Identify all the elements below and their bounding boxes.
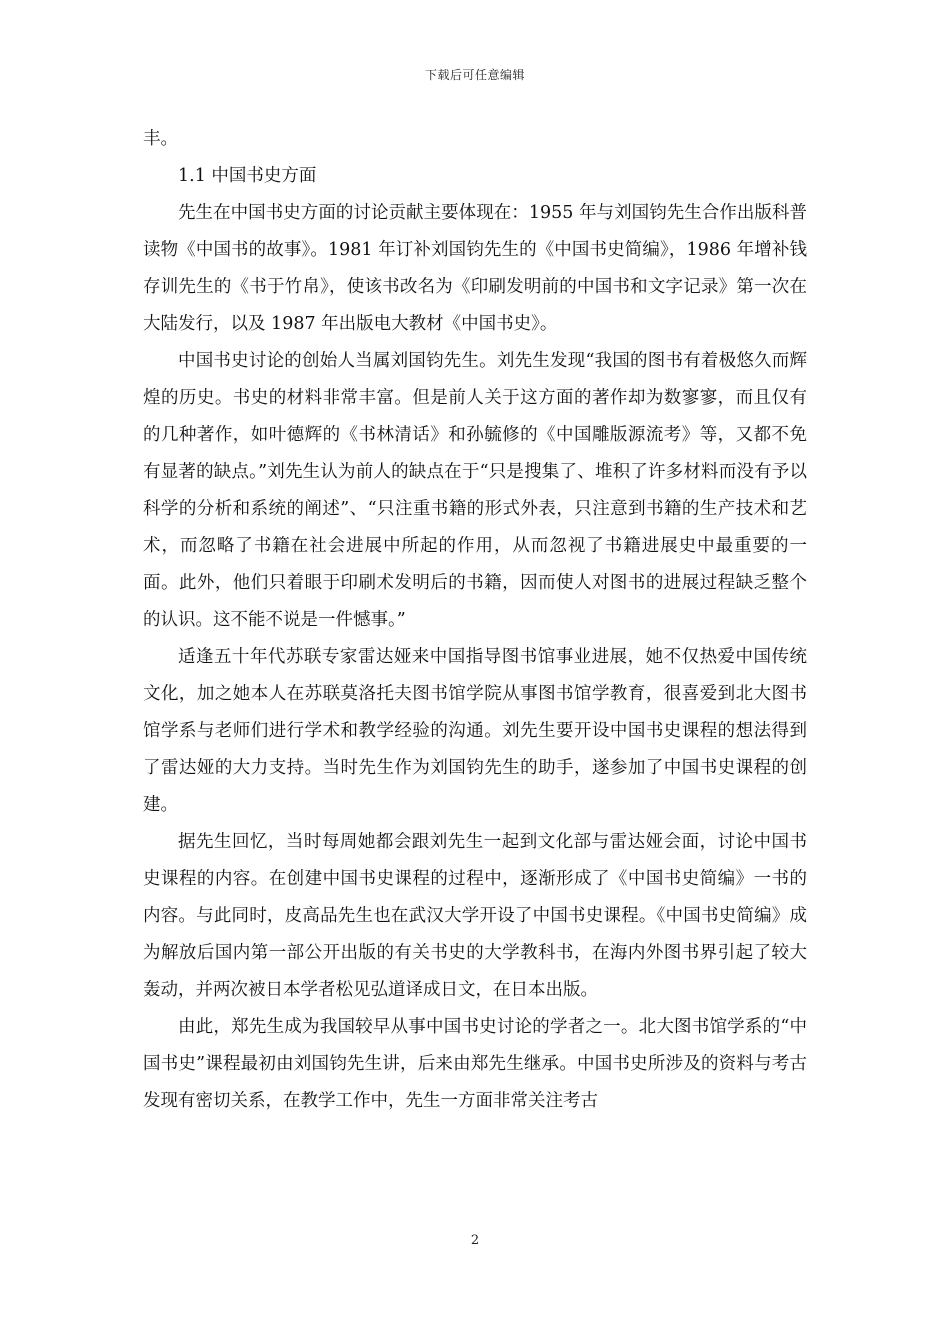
page-number: 2 <box>470 1233 480 1248</box>
paragraph: 适逢五十年代苏联专家雷达娅来中国指导图书馆事业进展，她不仅热爱中国传统文化，加之她本人在苏联莫洛托夫图书馆学院从事图书馆学教育，很喜爱到北大图书馆学系与老师们进行学术和教学经验的沟通。刘先生要开设中国书史课程的想法得到了雷达娅的大力支持。当时先生作为刘国钧先生的助手，遂参加了中国书史课程的创建。 <box>143 647 807 815</box>
paragraph: 中国书史讨论的创始人当属刘国钧先生。刘先生发现“我国的图书有着极悠久而辉煌的历史。书史的材料非常丰富。但是前人关于这方面的著作却为数寥寥，而且仅有的几种著作，如叶德辉的《书林清话》和孙毓修的《中国雕版源流考》等，又都不免有显著的缺点。”刘先生认为前人的缺点在于“只是搜集了、堆积了许多材料而没有予以科学的分析和系统的阐述”、“只注重书籍的形式外表，只注意到书籍的生产技术和艺术，而忽略了书籍在社会进展中所起的作用，从而忽视了书籍进展史中最重要的一面。此外，他们只着眼于印刷术发明后的书籍，因而使人对图书的进展过程缺乏整个的认识。这不能不说是一件憾事。” <box>143 351 807 630</box>
paragraph: 先生在中国书史方面的讨论贡献主要体现在：1955 年与刘国钧先生合作出版科普读物《中国书的故事》。1981 年订补刘国钧先生的《中国书史简编》，1986 年增补钱存训先生的《书于竹帛》，使该书改名为《印刷发明前的中国书和文字记录》第一次在大陆发行，以及 1987 年出版电大教材《中国书史》。 <box>143 203 807 334</box>
paragraph-continuation: 丰。 <box>143 129 178 149</box>
page-header: 下载后可任意编辑 <box>424 68 525 82</box>
paragraph: 由此，郑先生成为我国较早从事中国书史讨论的学者之一。北大图书馆学系的“中国书史”课程最初由刘国钧先生讲，后来由郑先生继承。中国书史所涉及的资料与考古发现有密切关系，在教学工作中，先生一方面非常关注考古 <box>143 1017 807 1111</box>
paragraph: 据先生回忆，当时每周她都会跟刘先生一起到文化部与雷达娅会面，讨论中国书史课程的内容。在创建中国书史课程的过程中，逐渐形成了《中国书史简编》一书的内容。与此同时，皮高品先生也在武汉大学开设了中国书史课程。《中国书史简编》成为解放后国内第一部公开出版的有关书史的大学教科书，在海内外图书界引起了较大轰动，并两次被日本学者松见弘道译成日文，在日本出版。 <box>143 832 807 1000</box>
document-body <box>143 121 807 1120</box>
section-heading: 1.1 中国书史方面 <box>178 166 317 186</box>
